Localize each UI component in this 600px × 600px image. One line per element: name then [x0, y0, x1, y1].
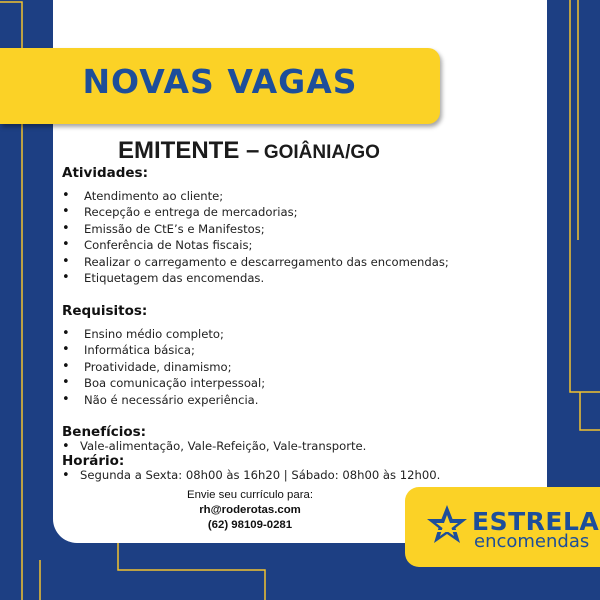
horario-item [62, 468, 440, 483]
bullet-icon: • [62, 439, 70, 454]
horario-heading: Horário: [62, 453, 125, 469]
bullet-icon: • [62, 468, 70, 483]
atividades-heading: Atividades: [62, 165, 148, 181]
contact-phone[interactable]: (62) 98109-0281 [207, 519, 293, 531]
beneficios-text: Vale-alimentação, Vale-Refeição, Vale-transporte. [80, 439, 367, 453]
list-item: • Não é necessário experiência. [62, 392, 265, 408]
list-item: • Boa comunicação interpessoal; [62, 375, 265, 391]
logo-name: ESTRELA [472, 507, 600, 536]
list-item: • Ensino médio completo; [62, 326, 265, 342]
job-title [118, 137, 380, 165]
list-item: • Recepção e entrega de mercadorias; [62, 204, 449, 220]
star-icon [425, 503, 469, 547]
banner-title: NOVAS VAGAS [82, 62, 358, 101]
contact-email[interactable]: rh@roderotas.com [199, 504, 301, 516]
list-item: • Atendimento ao cliente; [62, 188, 449, 204]
atividades-list [62, 188, 449, 286]
contact-intro: Envie seu currículo para: [187, 489, 313, 501]
list-item: • Etiquetagem das encomendas. [62, 270, 449, 286]
list-item: • Realizar o carregamento e descarregamento das encomendas; [62, 254, 449, 270]
beneficios-item [62, 439, 366, 454]
list-item: • Informática básica; [62, 342, 265, 358]
requisitos-heading: Requisitos: [62, 303, 148, 319]
requisitos-list [62, 326, 265, 408]
content-card-top [53, 0, 547, 30]
horario-text: Segunda a Sexta: 08h00 às 16h20 | Sábado: 08h00 às 12h00. [80, 468, 441, 482]
list-item: • Proatividade, dinamismo; [62, 359, 265, 375]
contact-block [160, 488, 340, 533]
job-title-main: EMITENTE – [118, 137, 260, 164]
logo-subtitle: encomendas [474, 531, 590, 552]
beneficios-heading: Benefícios: [62, 424, 147, 440]
list-item: • Conferência de Notas fiscais; [62, 237, 449, 253]
job-title-location: GOIÂNIA/GO [263, 142, 380, 163]
list-item: • Emissão de CtE’s e Manifestos; [62, 221, 449, 237]
